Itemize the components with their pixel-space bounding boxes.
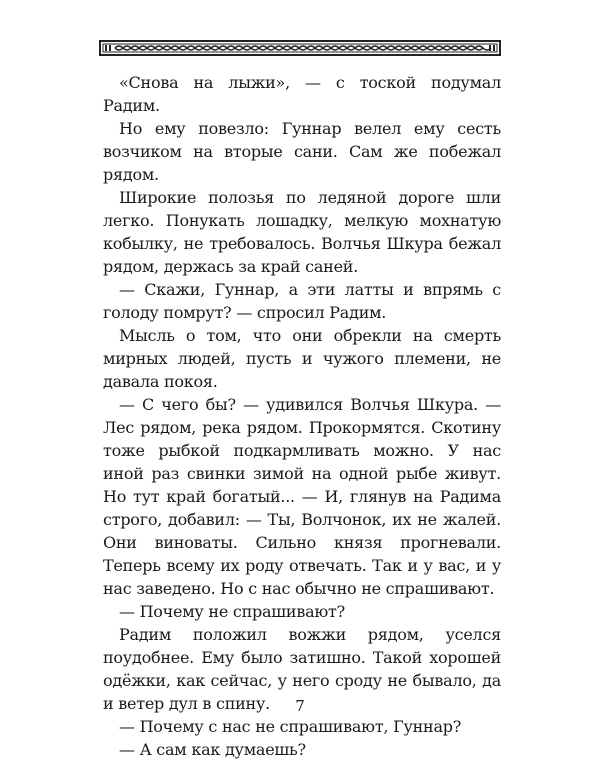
- paragraph: «Снова на лыжи», — с тоской подумал Радим.: [103, 73, 501, 115]
- page-number: 7: [295, 697, 305, 715]
- paragraph: — Почему не спрашивают?: [119, 602, 345, 621]
- paragraph: Мысль о том, что они обрекли на смерть мирных людей, пусть и чужого племени, не давала покоя.: [103, 326, 501, 391]
- paragraph: — Скажи, Гуннар, а эти латты и впрямь с голоду помрут? — спросил Радим.: [103, 280, 501, 322]
- body-text: [103, 71, 501, 761]
- paragraph: — С чего бы? — удивился Волчья Шкура. — Лес рядом, река рядом. Прокормятся. Скотину тоже рыбкой подкармливать можно. У нас иной раз свинки зимой на одной рыбе живут. Но тут край богатый... — И, глянув на Радима строго, добавил: — Ты, Волчонок, их не жалей. Они виноваты. Сильно князя прогневали. Теперь всему их роду отвечать. Так и у вас, и у нас заведено. Но с нас обычно не спрашивают.: [103, 395, 501, 598]
- header-ornament: [99, 40, 501, 56]
- ornament-border-pattern: [101, 42, 499, 54]
- paragraph: — А сам как думаешь?: [119, 740, 306, 759]
- paragraph: — Почему с нас не спрашивают, Гуннар?: [119, 717, 462, 736]
- paragraph: Но ему повезло: Гуннар велел ему сесть возчиком на вторые сани. Сам же побежал рядом.: [103, 119, 501, 184]
- paragraph: Радим положил вожжи рядом, уселся поудобнее. Ему было затишно. Такой хорошей одёжки, как сейчас, у него сроду не бывало, да и ветер дул в спину.: [103, 625, 501, 713]
- paragraph: Широкие полозья по ледяной дороге шли легко. Понукать лошадку, мелкую мохнатую кобылку, не требовалось. Волчья Шкура бежал рядом, держась за край саней.: [103, 188, 501, 276]
